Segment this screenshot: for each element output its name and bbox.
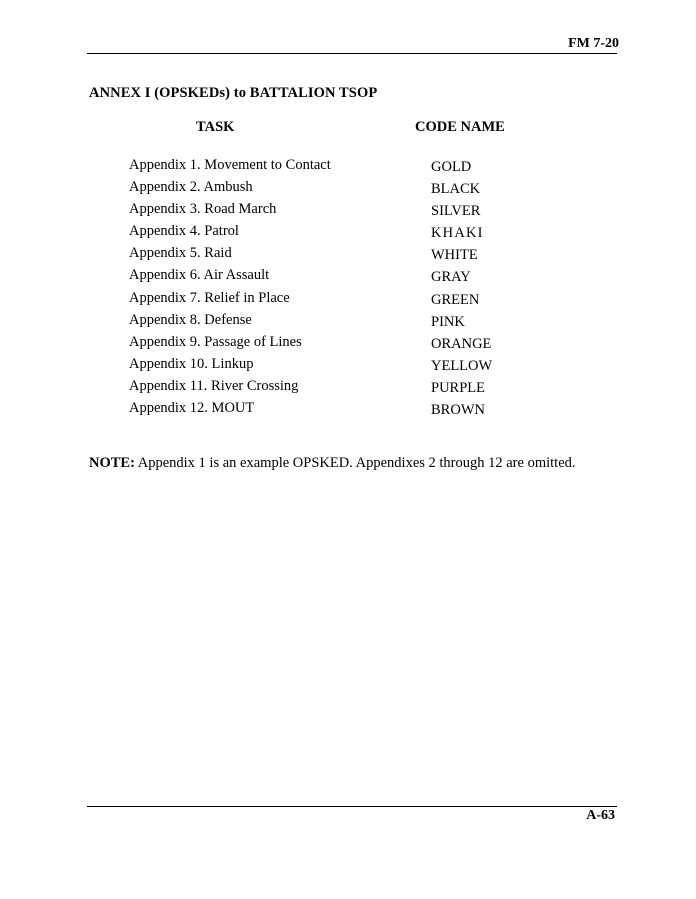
table-row <box>0 201 696 223</box>
task-column-header: TASK <box>196 119 235 135</box>
annex-title: ANNEX I (OPSKEDs) to BATTALION TSOP <box>89 85 378 101</box>
code-name-cell: GOLD <box>431 159 472 175</box>
note-text: Appendix 1 is an example OPSKED. Appendixes 2 through 12 are omitted. <box>134 455 576 471</box>
code-name-cell: PINK <box>431 313 465 330</box>
header-rule <box>87 53 617 54</box>
page-number: A-63 <box>586 808 615 823</box>
code-name-cell: KHAKI <box>431 225 484 242</box>
code-name-cell: WHITE <box>431 247 478 264</box>
table-row <box>0 356 696 378</box>
table-row <box>0 290 696 312</box>
code-name-cell: ORANGE <box>431 335 492 352</box>
code-name-cell: GRAY <box>431 269 471 286</box>
footer-rule <box>87 806 617 807</box>
code-name-column-header: CODE NAME <box>415 119 505 135</box>
appendix-table <box>0 157 696 422</box>
table-row <box>0 245 696 267</box>
task-cell: Appendix 5. Raid <box>129 245 232 262</box>
table-row <box>0 312 696 334</box>
task-cell: Appendix 4. Patrol <box>129 223 239 240</box>
code-name-cell: PURPLE <box>431 379 485 396</box>
table-row <box>0 334 696 356</box>
task-cell: Appendix 9. Passage of Lines <box>129 333 302 350</box>
table-row <box>0 157 696 179</box>
table-row <box>0 223 696 245</box>
code-name-cell: SILVER <box>431 203 481 220</box>
table-row <box>0 267 696 289</box>
code-name-cell: GREEN <box>431 291 480 308</box>
code-name-cell: YELLOW <box>431 357 493 374</box>
code-name-cell: BLACK <box>431 181 481 198</box>
task-cell: Appendix 2. Ambush <box>129 179 253 196</box>
table-row <box>0 378 696 400</box>
task-cell: Appendix 7. Relief in Place <box>129 289 290 306</box>
task-cell: Appendix 8. Defense <box>129 311 252 328</box>
note-paragraph <box>89 455 576 472</box>
task-cell: Appendix 11. River Crossing <box>129 377 299 394</box>
task-cell: Appendix 10. Linkup <box>129 355 254 372</box>
task-cell: Appendix 6. Air Assault <box>129 267 270 284</box>
task-cell: Appendix 3. Road March <box>129 201 277 218</box>
document-code: FM 7-20 <box>568 36 619 51</box>
code-name-cell: BROWN <box>431 402 485 419</box>
table-row <box>0 179 696 201</box>
task-cell: Appendix 12. MOUT <box>129 400 255 417</box>
table-row <box>0 400 696 422</box>
task-cell: Appendix 1. Movement to Contact <box>129 157 331 173</box>
note-label: NOTE: <box>89 455 135 471</box>
